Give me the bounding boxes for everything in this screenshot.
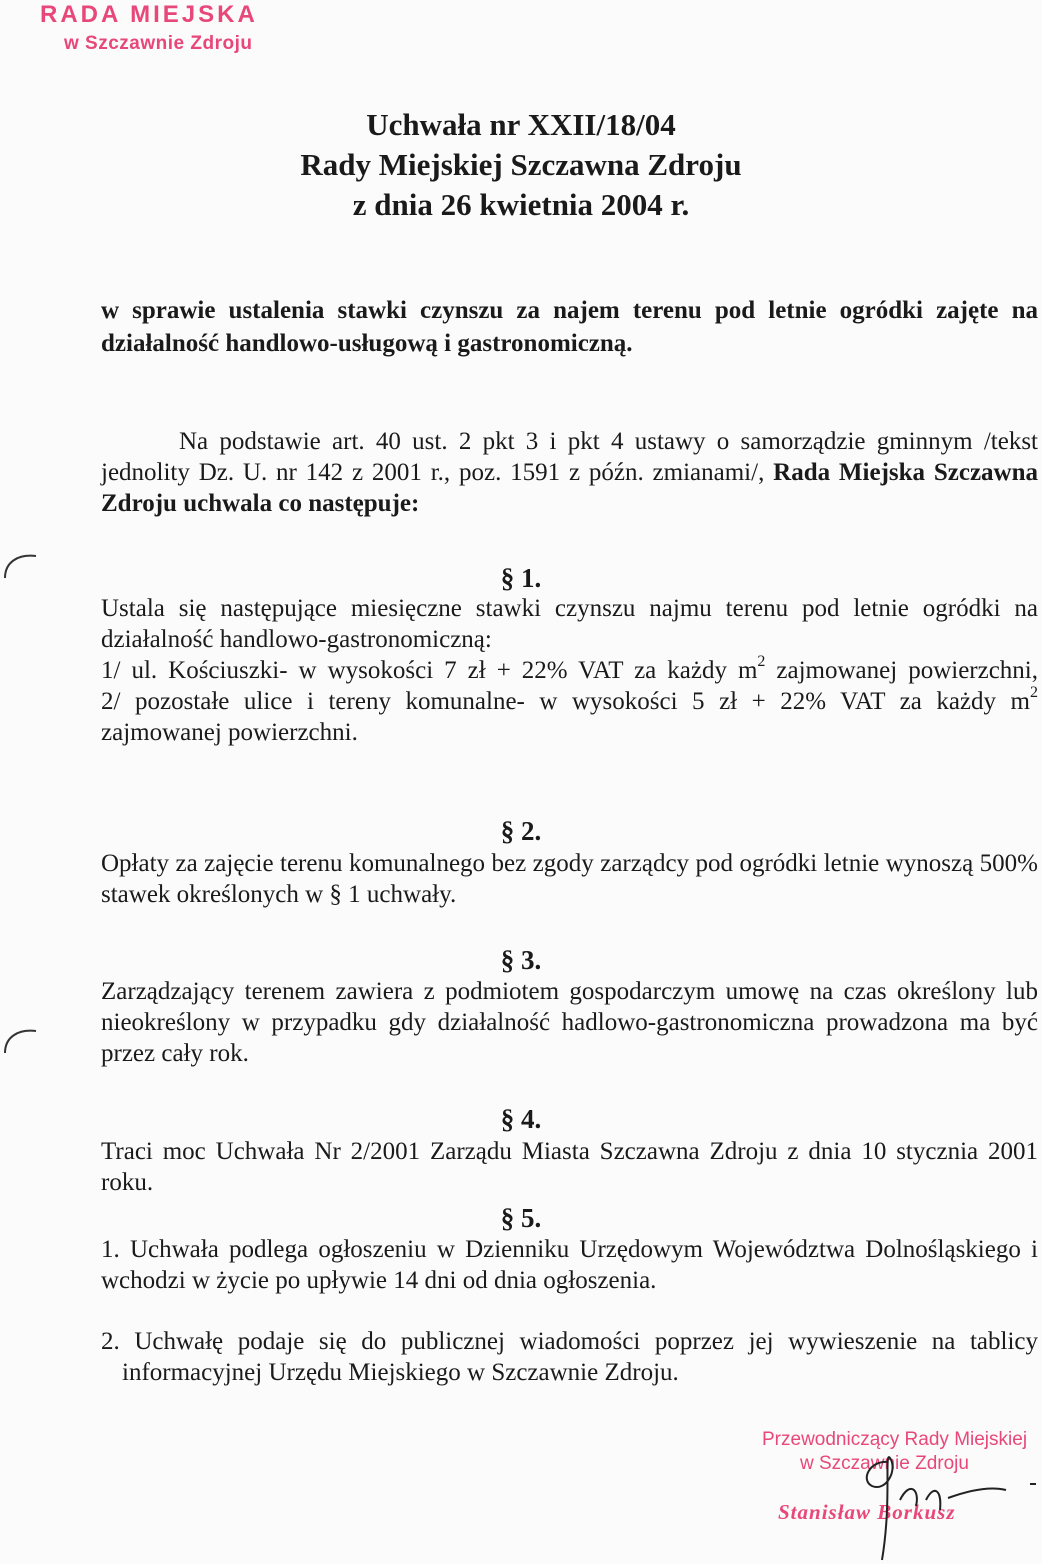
- section-2-heading: § 2.: [500, 816, 542, 846]
- section-4-body: Traci moc Uchwała Nr 2/2001 Zarządu Miasta Szczawna Zdroju z dnia 10 stycznia 2001 roku.: [101, 1138, 1038, 1196]
- title-line-1: Uchwała nr XXII/18/04: [366, 107, 676, 142]
- section-1-lead: Ustala się następujące miesięczne stawki czynszu najmu terenu pod letnie ogródki na działalność handlowo-gastronomiczną:: [101, 595, 1038, 653]
- title-line-2: Rady Miejskiej Szczawna Zdroju: [300, 147, 742, 182]
- chairman-stamp-line-2: w Szczawnie Zdroju: [800, 1453, 969, 1474]
- stamp-line-2: w Szczawnie Zdroju: [64, 33, 253, 55]
- section-4-heading: § 4.: [500, 1104, 542, 1134]
- section-3-heading: § 3.: [500, 945, 542, 975]
- item-1-text: 1/ ul. Kościuszki- w wysokości 7 zł + 22% VAT za każdy m: [101, 657, 758, 684]
- section-1-heading: § 1.: [500, 563, 542, 593]
- section-1-item-2: [101, 686, 1038, 748]
- intro-bold: Rada Miejska Szczawna Zdroju uchwala co następuje:: [101, 459, 1038, 517]
- intro-paragraph: [101, 426, 1038, 519]
- document-title: [0, 105, 1042, 225]
- superscript: 2: [1030, 684, 1038, 701]
- item-2-text-end: zajmowanej powierzchni.: [101, 719, 358, 746]
- section-1-body: [101, 593, 1038, 748]
- handwritten-signature: [830, 1440, 1040, 1564]
- section-5-body: [101, 1234, 1038, 1388]
- resolution-subject: w sprawie ustalenia stawki czynszu za najem terenu pod letnie ogródki zajęte na działalność handlowo-usługową i gastronomiczną.: [101, 297, 1038, 357]
- stamp-line-1: RADA MIEJSKA: [40, 1, 258, 28]
- section-2-body: Opłaty za zajęcie terenu komunalnego bez zgody zarządcy pod ogródki letnie wynoszą 500% stawek określonych w § 1 uchwały.: [101, 850, 1038, 908]
- section-5-item-1: 1. Uchwała podlega ogłoszeniu w Dzienniku Urzędowym Województwa Dolnośląskiego i wchodzi w życie po upływie 14 dni od dnia ogłoszenia.: [101, 1236, 1038, 1294]
- section-5-item-2: 2. Uchwałę podaje się do publicznej wiadomości poprzez jej wywieszenie na tablicy informacyjnej Urzędu Miejskiego w Szczawnie Zdroju.: [101, 1328, 1038, 1386]
- section-5-heading: § 5.: [500, 1203, 542, 1233]
- chairman-name: Stanisław Borkusz: [778, 1500, 956, 1524]
- item-1-text-end: zajmowanej powierzchni,: [765, 657, 1039, 684]
- section-1-item-1: [101, 655, 1038, 686]
- section-3-body: Zarządzający terenem zawiera z podmiotem gospodarczym umowę na czas określony lub nieokreślony w przypadku gdy działalność hadlowo-gastronomiczna prowadzona ma być przez cały rok.: [101, 978, 1038, 1067]
- item-2-text: 2/ pozostałe ulice i tereny komunalne- w wysokości 5 zł + 22% VAT za każdy m: [101, 688, 1030, 715]
- superscript: 2: [757, 653, 766, 670]
- chairman-stamp-line-1: Przewodniczący Rady Miejskiej: [762, 1429, 1028, 1450]
- council-stamp: [40, 2, 258, 55]
- punch-hole-mark: [0, 1023, 40, 1059]
- intro-text: Na podstawie art. 40 ust. 2 pkt 3 i pkt 4 ustawy o samorządzie gminnym /tekst jednolity Dz. U. nr 142 z 2001 r., poz. 1591 z późn. zmianami/,: [101, 428, 1038, 486]
- title-line-3: z dnia 26 kwietnia 2004 r.: [352, 187, 690, 222]
